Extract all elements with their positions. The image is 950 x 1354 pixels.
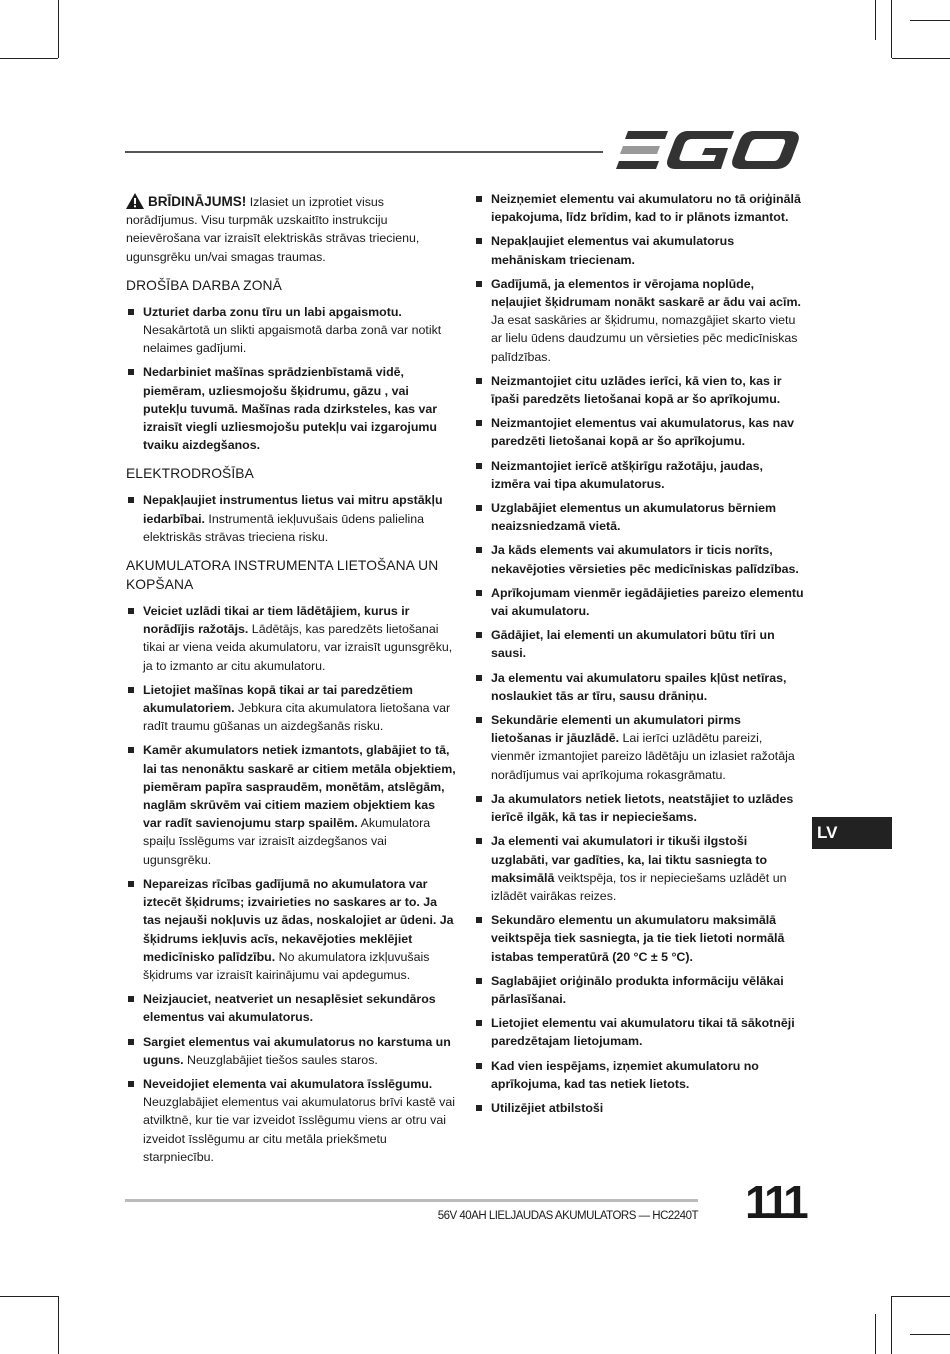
item-bold-text: Sekundārie elementi un akumulatori pirms lietošanas ir jāuzlādē. — [491, 713, 741, 746]
section-battery-use — [126, 556, 456, 1166]
crop-mark — [891, 1296, 892, 1354]
item-bold-text: Neizņemiet elementu vai akumulatoru no tā oriģinālā iepakojuma, līdz brīdim, kad to ir plānots izmantot. — [491, 192, 801, 225]
item-bold-text: Utilizējiet atbilstoši — [491, 1100, 604, 1115]
item-text: Instrumentā iekļuvušais ūdens palielina elektriskās strāvas trieciena risku. — [143, 511, 425, 544]
section-electrical — [126, 464, 456, 546]
page-number: 111 — [745, 1176, 805, 1228]
list-item — [474, 499, 804, 535]
crop-mark — [910, 1334, 950, 1335]
bullet-list — [126, 602, 456, 1166]
left-column — [126, 193, 456, 1176]
warning-text: Izlasiet un izprotiet visus norādījumus. Visu turpmāk uzskaitīto instrukciju neievērošana var izraisīt elektriskās strāvas triecienu, ugunsgrēku un/vai smagas traumas. — [126, 195, 420, 264]
list-item — [474, 190, 804, 226]
item-text: veiktspēja, tos ir nepieciešams uzlādēt un izlādēt vairākas reizes. — [491, 870, 787, 903]
list-item — [474, 372, 804, 408]
item-bold-text: Neizjauciet, neatveriet un nesaplēsiet sekundāros elementus vai akumulatorus. — [143, 992, 436, 1025]
item-bold-text: Ja elementu vai akumulatoru spailes kļūst netīras, noslaukiet tās ar tīru, sausu drāniņu. — [491, 670, 787, 703]
crop-mark — [891, 0, 892, 58]
list-item — [474, 414, 804, 450]
list-item — [474, 711, 804, 784]
item-bold-text: Veiciet uzlādi tikai ar tiem lādētājiem, kurus ir norādījis ražotājs. — [143, 604, 410, 637]
language-tab: LV — [812, 817, 892, 849]
crop-mark — [875, 1314, 876, 1354]
item-bold-text: Ja kāds elements vai akumulators ir ticis norīts, nekavējoties vērsieties pēc medicīniskas palīdzības. — [491, 543, 799, 576]
list-item — [474, 626, 804, 662]
list-item — [126, 681, 456, 736]
warning-triangle-icon — [126, 193, 144, 209]
list-item — [126, 363, 456, 454]
warning-title: BRĪDINĀJUMS! — [148, 194, 247, 209]
crop-mark — [892, 1296, 950, 1297]
list-item — [126, 602, 456, 675]
item-text: Lādētājs, kas paredzēts lietošanai tikai ar viena veida akumulatoru, var izraisīt ugunsgrēku, ja to izmanto ar citu akumulatoru. — [143, 622, 453, 673]
item-bold-text: Nepareizas rīcības gadījumā no akumulatora var iztecēt šķidrums; izvairieties no saskares ar to. Ja tas nejauši nokļuvis uz ādas, noskalojiet ar ūdeni. Ja šķidrums iekļuvis acīs, nekavējoties meklējiet medicīnisko palīdzību. — [143, 876, 454, 964]
item-text: Akumulatora spaiļu īsslēgums var izraisīt aizdegšanos vai ugunsgrēku. — [143, 816, 431, 867]
item-bold-text: Uzturiet darba zonu tīru un labi apgaismotu. — [143, 304, 402, 319]
list-item — [474, 1014, 804, 1050]
list-item — [474, 669, 804, 705]
item-text: No akumulatora izkļuvušais šķidrums var izraisīt kairinājumu vai apdegumus. — [143, 949, 430, 982]
item-bold-text: Kad vien iespējams, izņemiet akumulatoru no aprīkojuma, kad tas netiek lietots. — [491, 1058, 759, 1091]
section-heading: ELEKTRODROŠĪBA — [126, 466, 254, 482]
list-item — [126, 741, 456, 868]
warning-block — [126, 193, 456, 266]
list-item — [126, 491, 456, 546]
item-bold-text: Uzglabājiet elementus un akumulatorus bērniem neaizsniedzamā vietā. — [491, 501, 777, 534]
list-item — [474, 790, 804, 826]
item-bold-text: Sargiet elementus vai akumulatorus no karstuma un uguns. — [143, 1034, 451, 1067]
crop-mark — [910, 20, 950, 21]
item-bold-text: Neveidojiet elementa vai akumulatora īsslēgumu. — [143, 1076, 433, 1091]
item-bold-text: Saglabājiet oriģinālo produkta informāciju vēlākai pārlasīšanai. — [491, 973, 784, 1006]
list-item — [126, 875, 456, 984]
list-item — [474, 457, 804, 493]
section-heading: AKUMULATORA INSTRUMENTA LIETOŠANA UN KOPŠANA — [126, 558, 439, 593]
item-bold-text: Nedarbiniet mašīnas sprādzienbīstamā vidē, piemēram, uzliesmojošu šķidrumu, gāzu , vai putekļu tuvumā. Mašīnas rada dzirksteles, kas var izraisīt viegli uzliesmojošu putekļu vai izgarojumu tvaiku aizdegšanos. — [143, 365, 438, 453]
item-bold-text: Kamēr akumulators netiek izmantots, glabājiet to tā, lai tas nenonāktu saskarē ar citiem metāla objektiem, piemēram papīra saspraudēm, monētām, atslēgām, naglām skrūvēm vai citiem maziem objektiem kas var radīt savienojumu starp spailēm. — [143, 743, 456, 831]
list-item — [126, 1075, 456, 1166]
item-bold-text: Lietojiet elementu vai akumulatoru tikai tā sākotnēji paredzētajam lietojumam. — [491, 1016, 795, 1049]
list-item — [474, 1057, 804, 1093]
item-bold-text: Nepakļaujiet instrumentus lietus vai mitru apstākļu iedarbībai. — [143, 493, 443, 526]
crop-mark — [892, 58, 950, 59]
item-text: Nesakārtotā un slikti apgaismotā darba zonā var notikt nelaimes gadījumi. — [143, 323, 442, 356]
bullet-list — [126, 491, 456, 546]
list-item — [474, 275, 804, 366]
list-item — [126, 990, 456, 1026]
list-item — [474, 584, 804, 620]
item-bold-text: Gādājiet, lai elementi un akumulatori būtu tīri un sausi. — [491, 628, 775, 661]
footer-rule — [125, 1199, 698, 1202]
ego-logo — [616, 128, 801, 174]
list-item — [474, 911, 804, 966]
list-item — [474, 232, 804, 268]
item-bold-text: Nepakļaujiet elementus vai akumulatorus mehāniskam triecienam. — [491, 234, 735, 267]
item-bold-text: Neizmantojiet elementus vai akumulatorus, kas nav paredzēti lietošanai kopā ar šo aprīkojumu. — [491, 416, 794, 449]
footer-text: 56V 40AH LIELJAUDAS AKUMULATORS — HC2240T — [437, 1210, 698, 1222]
list-item — [474, 832, 804, 905]
item-text: Lai ierīci uzlādētu pareizi, vienmēr izmantojiet pareizo lādētāju un izlasiet ražotāja norādījumus vai aprīkojuma rokasgrāmatu. — [491, 731, 795, 782]
item-text: Ja esat saskāries ar šķidrumu, nomazgājiet skarto vietu ar lielu ūdens daudzumu un vērsieties pēc medicīniskas palīdzības. — [491, 313, 798, 364]
crop-mark — [0, 58, 58, 59]
crop-mark — [58, 1296, 59, 1354]
item-bold-text: Lietojiet mašīnas kopā tikai ar tai paredzētiem akumulatoriem. — [143, 682, 413, 716]
bullet-list — [474, 190, 804, 1117]
section-work-area — [126, 276, 456, 455]
item-bold-text: Sekundāro elementu un akumulatoru maksimālā veiktspēja tiek sasniegta, ja tie tiek lietoti normālā istabas temperatūrā (20 °C ± 5 °C). — [491, 913, 785, 964]
item-bold-text: Neizmantojiet citu uzlādes ierīci, kā vien to, kas ir īpaši paredzēts lietošanai kopā ar šo aprīkojumu. — [491, 373, 782, 407]
item-text: Jebkura cita akumulatora lietošana var radīt traumu gūšanas un aizdegšanās risku. — [143, 701, 451, 734]
crop-mark — [875, 0, 876, 40]
bullet-list — [126, 303, 456, 455]
item-bold-text: Ja akumulators netiek lietots, neatstājiet to uzlādes ierīcē ilgāk, kā tas ir nepieciešams. — [491, 791, 794, 825]
list-item — [126, 1033, 456, 1069]
list-item — [126, 303, 456, 358]
item-bold-text: Aprīkojumam vienmēr iegādājieties pareizo elementu vai akumulatoru. — [491, 585, 804, 619]
header-rule — [125, 151, 603, 153]
item-text: Neuzglabājiet tiešos saules staros. — [183, 1052, 378, 1067]
list-item — [474, 972, 804, 1008]
right-column — [474, 190, 804, 1127]
crop-mark — [0, 1296, 58, 1297]
item-bold-text: Gadījumā, ja elementos ir vērojama noplūde, neļaujiet šķidrumam nonākt saskarē ar ādu vai acīm. — [491, 276, 801, 310]
list-item — [474, 541, 804, 577]
section-heading: DROŠĪBA DARBA ZONĀ — [126, 277, 282, 293]
item-bold-text: Neizmantojiet ierīcē atšķirīgu ražotāju, jaudas, izmēra vai tipa akumulatorus. — [491, 458, 763, 491]
item-bold-text: Ja elementi vai akumulatori ir tikuši ilgstoši uzglabāti, var gadīties, ka, lai tiktu sasniegta to maksimālā — [491, 834, 768, 885]
list-item — [474, 1099, 804, 1117]
item-text: Neuzglabājiet elementus vai akumulatorus brīvi kastē vai atvilktnē, kur tie var izveidot īsslēgumu viens ar otru vai izveidot īsslēgumu ar citu metāla priekšmetu starpniecību. — [143, 1095, 455, 1164]
crop-mark — [58, 0, 59, 58]
